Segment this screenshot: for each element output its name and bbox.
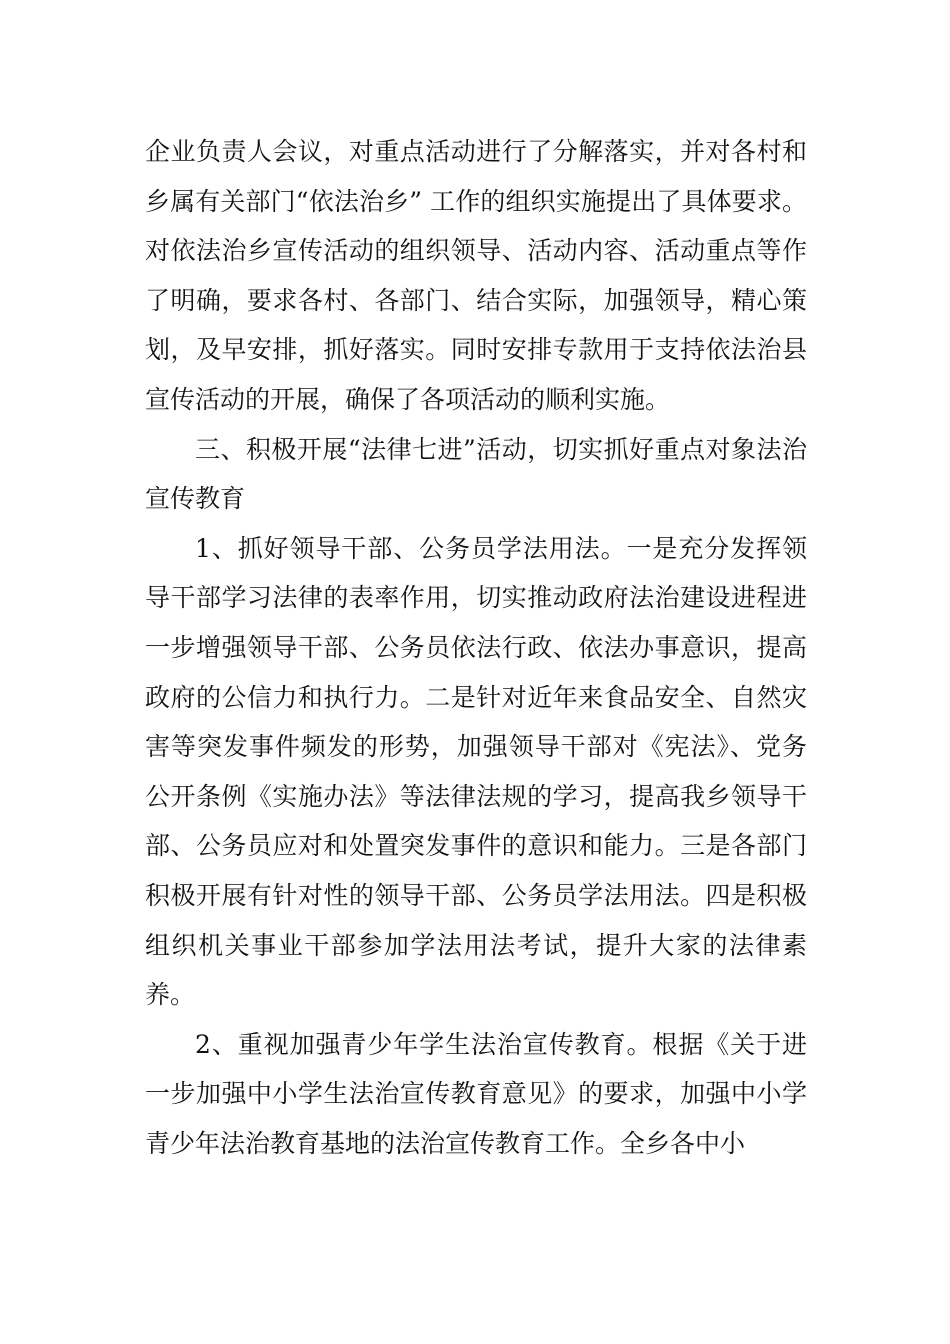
paragraph-item-2: 2、重视加强青少年学生法治宣传教育。根据《关于进一步加强中小学生法治宣传教育意见》的要求，加强中小学青少年法治教育基地的法治宣传教育工作。全乡各中小 bbox=[145, 1029, 807, 1158]
section-heading-three: 三、积极开展“法律七进”活动，切实抓好重点对象法治宣传教育 bbox=[145, 434, 807, 514]
paragraph-continuation: 企业负责人会议，对重点活动进行了分解落实，并对各村和乡属有关部门“依法治乡” 工作的组织实施提出了具体要求。对依法治乡宣传活动的组织领导、活动内容、活动重点等作了明确，要求各村、各部门、结合实际，加强领导，精心策划，及早安排，抓好落实。同时安排专款用于支持依法治县宣传活动的开展，确保了各项活动的顺利实施。 bbox=[145, 137, 807, 414]
document-body bbox=[145, 127, 807, 1168]
paragraph-item-1: 1、抓好领导干部、公务员学法用法。一是充分发挥领导干部学习法律的表率作用，切实推动政府法治建设进程进一步增强领导干部、公务员依法行政、依法办事意识，提高政府的公信力和执行力。二是针对近年来食品安全、自然灾害等突发事件频发的形势，加强领导干部对《宪法》、党务公开条例《实施办法》等法律法规的学习，提高我乡领导干部、公务员应对和处置突发事件的意识和能力。三是各部门积极开展有针对性的领导干部、公务员学法用法。四是积极组织机关事业干部参加学法用法考试，提升大家的法律素养。 bbox=[145, 533, 807, 1010]
